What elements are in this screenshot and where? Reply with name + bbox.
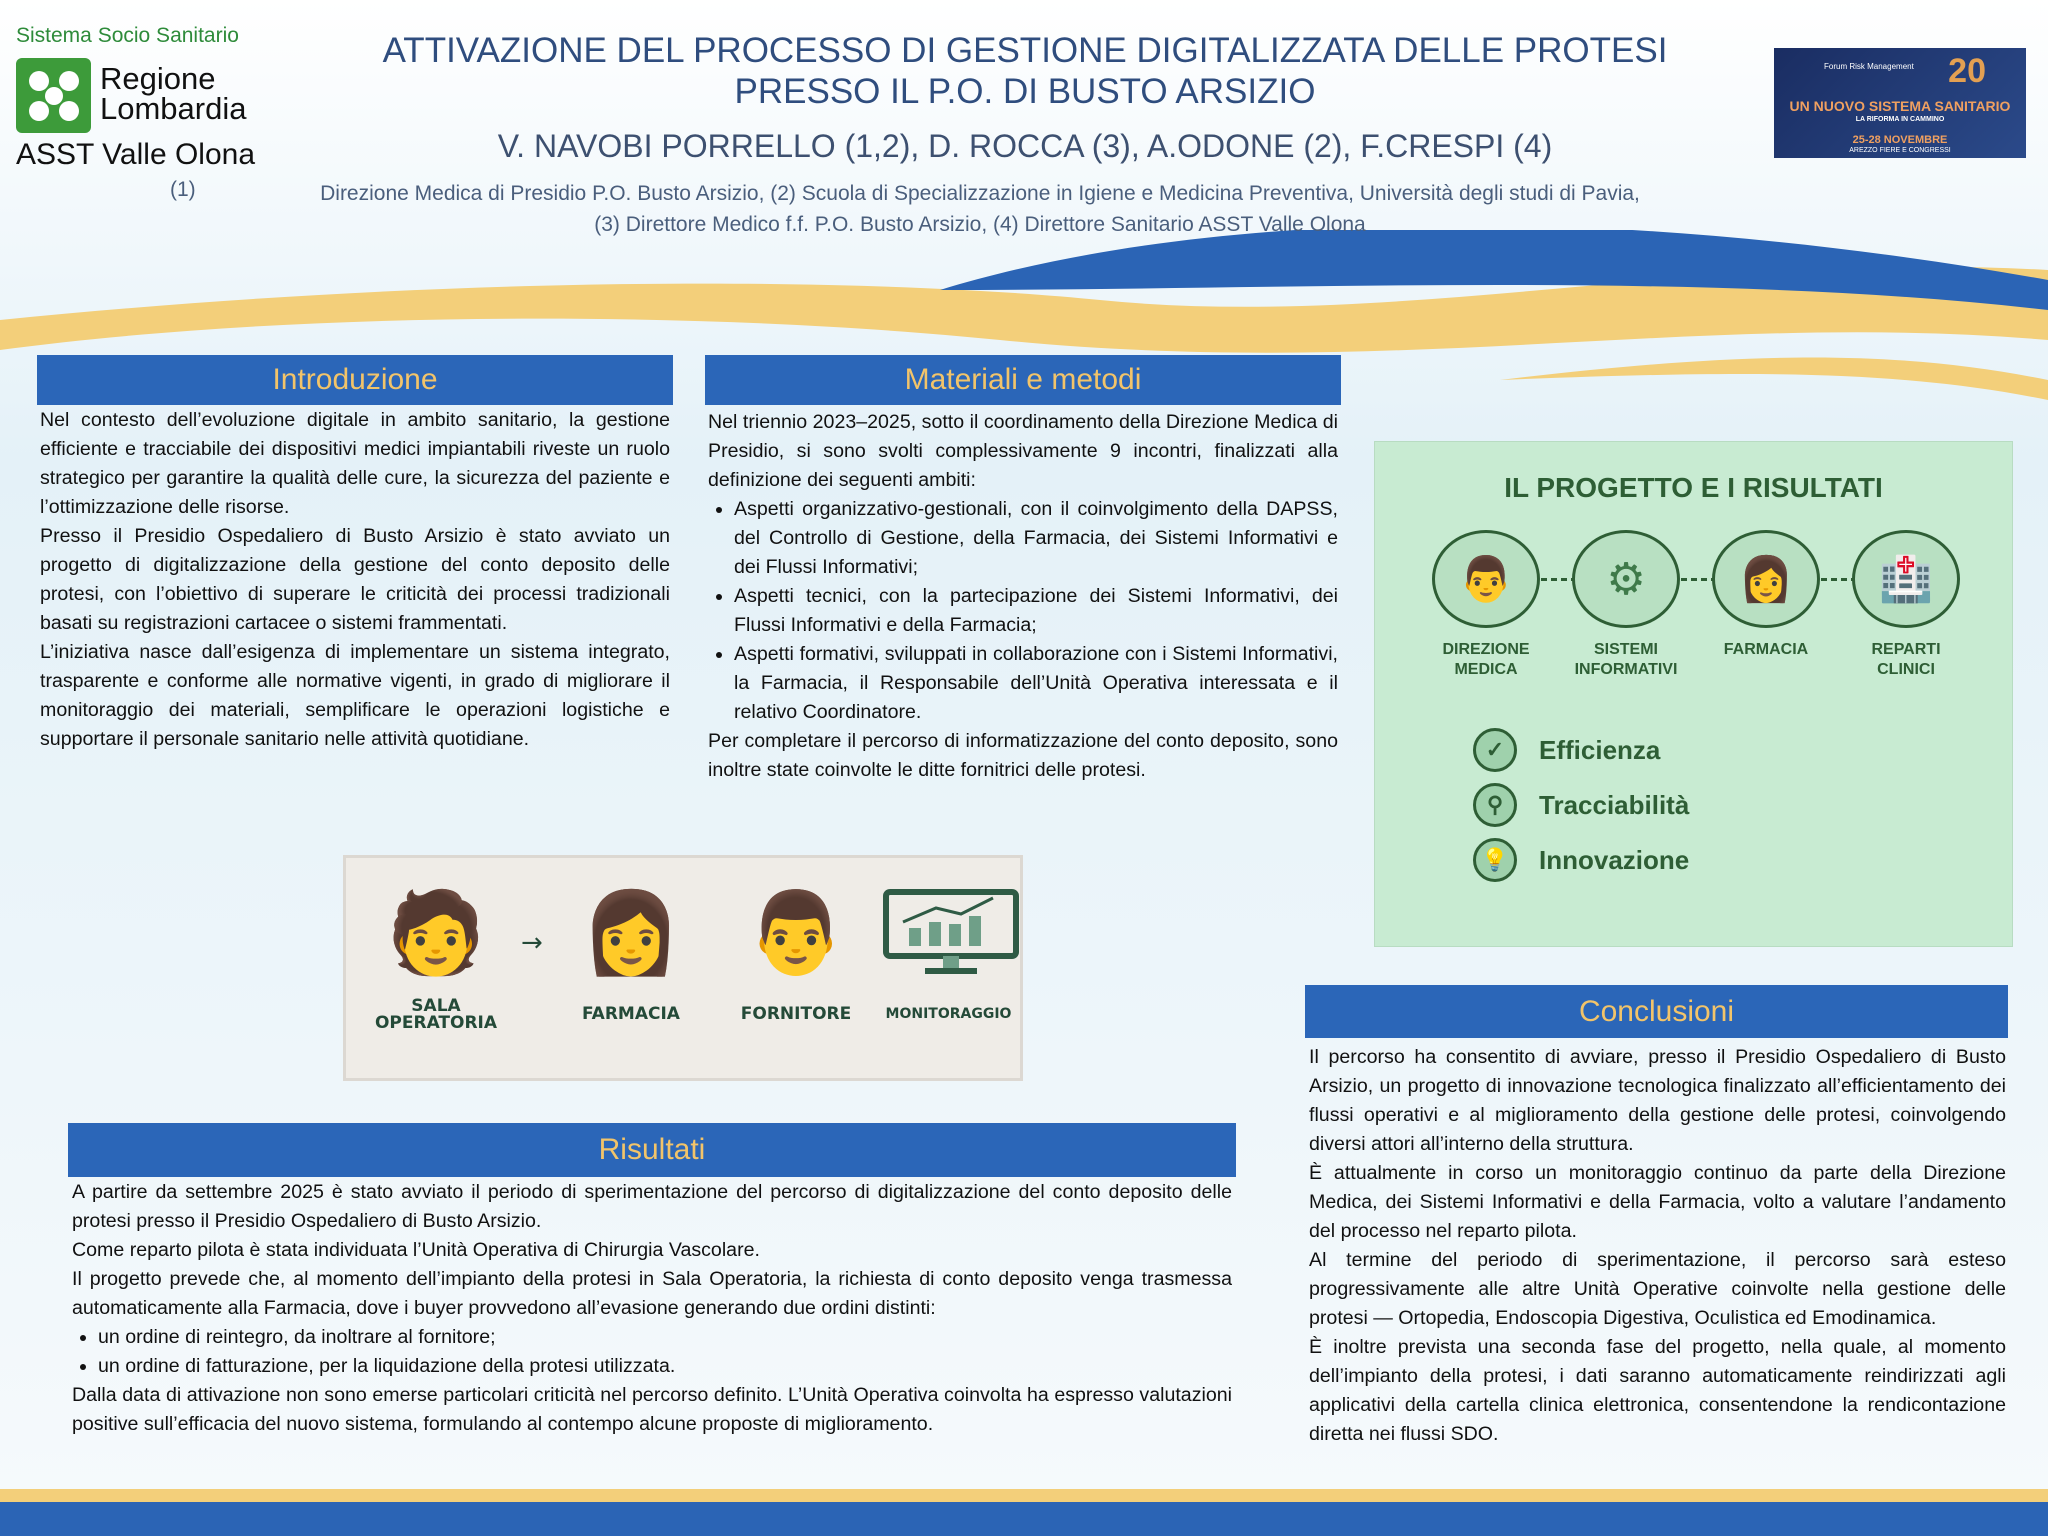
- node-label: FARMACIA: [1723, 641, 1809, 658]
- lightbulb-icon: 💡: [1473, 838, 1517, 882]
- logo-asst-valle-olona: ASST Valle Olona: [16, 138, 256, 171]
- badge-dates: 25-28 NOVEMBRE: [1852, 134, 1948, 146]
- results-text: [72, 1178, 1232, 1439]
- node-direzione-medica: [1431, 530, 1541, 680]
- paragraph: Al termine del periodo di sperimentazione, il percorso sarà esteso progressivamente alle altre Unità Operative coinvolte nella gestione delle protesi — Ortopedia, Endoscopia Digestiva, Oculistica ed Emodinamica.: [1309, 1249, 2006, 1329]
- regione-lombardia-logo-icon: [16, 58, 91, 133]
- check-icon: ✓: [1473, 728, 1517, 772]
- node-label: DIREZIONE: [1442, 641, 1530, 658]
- logo-regione-lombardia: [100, 61, 247, 126]
- paragraph: Il progetto prevede che, al momento dell’impianto della protesi in Sala Operatoria, la richiesta di conto deposito venga trasmessa automaticamente alla Farmacia, dove i buyer provvedono all’evasione generando due ordini distinti:: [72, 1268, 1232, 1319]
- paragraph: Come reparto pilota è stata individuata l’Unità Operativa di Chirurgia Vascolare.: [72, 1239, 760, 1261]
- footer-stripe-yellow: [0, 1489, 2048, 1502]
- result-efficienza: [1473, 728, 1660, 772]
- paragraph: L’iniziativa nasce dall’esigenza di implementare un sistema integrato, trasparente e conforme alle normative vigenti, in grado di migliorare il monitoraggio dei materiali, semplificare le operazioni logistiche e supportare il personale sanitario nelle attività quotidiane.: [40, 641, 670, 750]
- authors: V. NAVOBI PORRELLO (1,2), D. ROCCA (3), A.ODONE (2), F.CRESPI (4): [497, 128, 1553, 164]
- logo-line: Regione: [100, 61, 216, 96]
- affiliation-line: (3) Direttore Medico f.f. P.O. Busto Arsizio, (4) Direttore Sanitario ASST Valle Olona: [594, 213, 1366, 236]
- results-list: [72, 1323, 1232, 1381]
- paragraph: È inoltre prevista una seconda fase del progetto, nella quale, al momento dell’impianto della protesi, i dati saranno automaticamente reindirizzati agli applicativi della cartella clinica elettronica, consentendone la rendicontazione diretta nei flussi SDO.: [1309, 1336, 2006, 1445]
- pharmacist-clipboard-icon: 👩: [581, 886, 681, 979]
- result-innovazione: [1473, 838, 1689, 882]
- result-label: Efficienza: [1539, 734, 1661, 765]
- hospital-icon: 🏥: [1852, 530, 1960, 628]
- computer-gear-icon: ⚙: [1572, 530, 1680, 628]
- badge-org: Forum Risk Management: [1824, 62, 1914, 71]
- node-label: REPARTI: [1871, 641, 1941, 658]
- paragraph: Presso il Presidio Ospedaliero di Busto Arsizio è stato avviato un progetto di digitalizzazione della gestione del conto deposito delle protesi, con l’obiettivo di superare le criticità dei processi tradizionali basati su registrazioni cartacee o sistemi frammentati.: [40, 525, 670, 634]
- methods-text: [708, 408, 1338, 785]
- paragraph: A partire da settembre 2025 è stato avviato il periodo di sperimentazione del percorso di digitalizzazione del conto deposito delle protesi presso il Presidio Ospedaliero di Busto Arsizio.: [72, 1181, 1232, 1232]
- doctor-icon: 👨: [1432, 530, 1540, 628]
- list-item: • Aspetti tecnici, con la partecipazione dei Sistemi Informativi, dei Flussi Informativi e della Farmacia;: [734, 582, 1338, 640]
- paragraph: Per completare il percorso di informatizzazione del conto deposito, sono inoltre state coinvolte le ditte fornitrici delle protesi.: [708, 730, 1338, 781]
- badge-subtitle: LA RIFORMA IN CAMMINO: [1855, 116, 1945, 123]
- badge-venue: AREZZO FIERE E CONGRESSI: [1849, 147, 1951, 154]
- logo-line: Lombardia: [100, 91, 247, 126]
- paragraph: Il percorso ha consentito di avviare, presso il Presidio Ospedaliero di Busto Arsizio, un progetto di innovazione tecnologica finalizzato all’efficientamento dei flussi operativi e al miglioramento della gestione delle protesi, coinvolgendo diversi attori all’interno della struttura.: [1309, 1046, 2006, 1155]
- list-item: • Aspetti formativi, sviluppati in collaborazione con i Sistemi Informativi, la Farmacia, il Responsabile dell’Unità Operativa interessata e il relativo Coordinatore.: [734, 640, 1338, 727]
- flow-label: SALA: [411, 996, 461, 1016]
- arrow-right-icon: →: [521, 928, 543, 958]
- node-reparti-clinici: [1851, 530, 1961, 680]
- methods-heading: Materiali e metodi: [705, 355, 1341, 405]
- node-label: SISTEMI: [1593, 641, 1658, 658]
- result-tracciabilita: [1473, 783, 1689, 827]
- project-results-infographic: [1374, 441, 2013, 947]
- list-item: • un ordine di reintegro, da inoltrare al fornitore;: [98, 1323, 1232, 1352]
- intro-heading: Introduzione: [37, 355, 673, 405]
- flow-step-sala-operatoria: [351, 878, 521, 1032]
- flow-label: FARMACIA: [582, 1004, 680, 1024]
- node-farmacia: [1711, 530, 1821, 660]
- result-label: Tracciabilità: [1539, 789, 1690, 820]
- logo-sistema-socio-sanitario: Sistema Socio Sanitario: [16, 24, 239, 47]
- paragraph: Nel triennio 2023–2025, sotto il coordinamento della Direzione Medica di Presidio, si sono svolti complessivamente 9 incontri, finalizzati alla definizione dei seguenti ambiti:: [708, 411, 1338, 491]
- flow-label: OPERATORIA: [374, 1013, 498, 1033]
- infographic-title: IL PROGETTO E I RISULTATI: [1504, 472, 1883, 503]
- surgeon-tablet-icon: 🧑: [386, 886, 486, 979]
- conclusions-heading: Conclusioni: [1305, 985, 2008, 1038]
- affiliation-line: Direzione Medica di Presidio P.O. Busto Arsizio, (2) Scuola di Specializzazione in Igiene e Medicina Preventiva, Università degli studi di Pavia,: [320, 182, 1640, 205]
- result-label: Innovazione: [1539, 844, 1690, 875]
- title-line: PRESSO IL P.O. DI BUSTO ARSIZIO: [734, 72, 1316, 111]
- list-item: • Aspetti organizzativo-gestionali, con il coinvolgimento della DAPSS, del Controllo di Gestione, della Farmacia, dei Sistemi Informativi e dei Flussi Informativi;: [734, 495, 1338, 582]
- node-sistemi-informativi: [1571, 530, 1681, 680]
- affiliations: [170, 178, 1790, 240]
- conference-badge: [1774, 48, 2026, 158]
- pharmacist-icon: 👩: [1712, 530, 1820, 628]
- paragraph: È attualmente in corso un monitoraggio continuo da parte della Direzione Medica, dei Sistemi Informativi e della Farmacia, volto a valutare l’andamento del processo nel reparto pilota.: [1309, 1162, 2006, 1242]
- flow-label: FORNITORE: [740, 1004, 852, 1024]
- affiliation-marker: (1): [170, 178, 196, 201]
- flow-step-monitoraggio: [876, 878, 1021, 1023]
- node-label: INFORMATIVI: [1574, 661, 1678, 678]
- title-line: ATTIVAZIONE DEL PROCESSO DI GESTIONE DIGITALIZZATA DELLE PROTESI: [382, 31, 1668, 70]
- intro-text: [40, 406, 670, 754]
- poster-title: [330, 30, 1720, 112]
- badge-headline: UN NUOVO SISTEMA SANITARIO: [1789, 98, 2011, 114]
- footer-stripe-blue: [0, 1502, 2048, 1536]
- monitor-chart-icon: [876, 878, 1026, 988]
- supplier-icon: 👨: [746, 886, 846, 979]
- flow-step-fornitore: [721, 878, 871, 1023]
- location-pin-icon: ⚲: [1473, 783, 1517, 827]
- node-label: MEDICA: [1454, 661, 1518, 678]
- methods-list: [708, 495, 1338, 727]
- badge-years: 20: [1948, 52, 1986, 90]
- results-heading: Risultati: [68, 1123, 1236, 1177]
- flow-step-farmacia: [546, 878, 716, 1023]
- flow-label: MONITORAGGIO: [885, 1006, 1012, 1022]
- paragraph: Nel contesto dell’evoluzione digitale in ambito sanitario, la gestione efficiente e tracciabile dei dispositivi medici impiantabili riveste un ruolo strategico per garantire la qualità delle cure, la sicurezza del paziente e l’ottimizzazione delle risorse.: [40, 409, 670, 518]
- process-flow-illustration: [343, 855, 1023, 1081]
- list-item: • un ordine di fatturazione, per la liquidazione della protesi utilizzata.: [98, 1352, 1232, 1381]
- conclusions-text: [1309, 1043, 2006, 1449]
- node-label: CLINICI: [1877, 661, 1935, 678]
- paragraph: Dalla data di attivazione non sono emerse particolari criticità nel percorso definito. L’Unità Operativa coinvolta ha espresso valutazioni positive sull’efficacia del nuovo sistema, formulando al contempo alcune proposte di miglioramento.: [72, 1384, 1232, 1435]
